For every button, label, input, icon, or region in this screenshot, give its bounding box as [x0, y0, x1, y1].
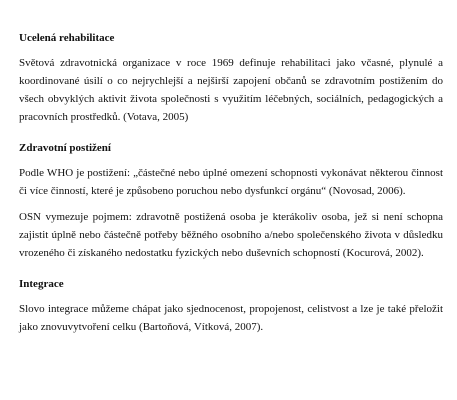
section-heading-integration: Integrace — [19, 278, 64, 290]
paragraph-integration-definition: Slovo integrace můžeme chápat jako sjednocenost, propojenost, celistvost a lze je také přeložit jako znovuvytvoření celku (Bartoňová, Vítková, 2007). — [19, 303, 443, 333]
document-page — [19, 30, 443, 336]
section-heading-disability: Zdravotní postižení — [19, 142, 111, 154]
paragraph-un-definition: OSN vymezuje pojmem: zdravotně postižená osoba je kterákoliv osoba, jež si není schopna zajistit úplně nebo částečně potřeby běžného osobního a/nebo společenského života v důsledku vrozeného či získaného nedostatku fyzických nebo duševních schopností (Kocurová, 2002). — [19, 211, 443, 259]
paragraph-who-definition: Podle WHO je postižení: „částečné nebo úplné omezení schopnosti vykonávat některou činnost či více činností, které je způsobeno poruchou nebo dysfunkcí orgánu“ (Novosad, 2006). — [19, 167, 443, 197]
paragraph-rehabilitation-definition: Světová zdravotnická organizace v roce 1969 definuje rehabilitaci jako včasné, plynulé a koordinované úsilí o co nejrychlejší a nejširší zapojení občanů se zdravotním postižením do všech obvyklých aktivit života společnosti s využitím léčebných, sociálních, pedagogických a pracovních prostředků. (Votava, 2005) — [19, 57, 443, 123]
section-heading-rehabilitation: Ucelená rehabilitace — [19, 32, 115, 44]
